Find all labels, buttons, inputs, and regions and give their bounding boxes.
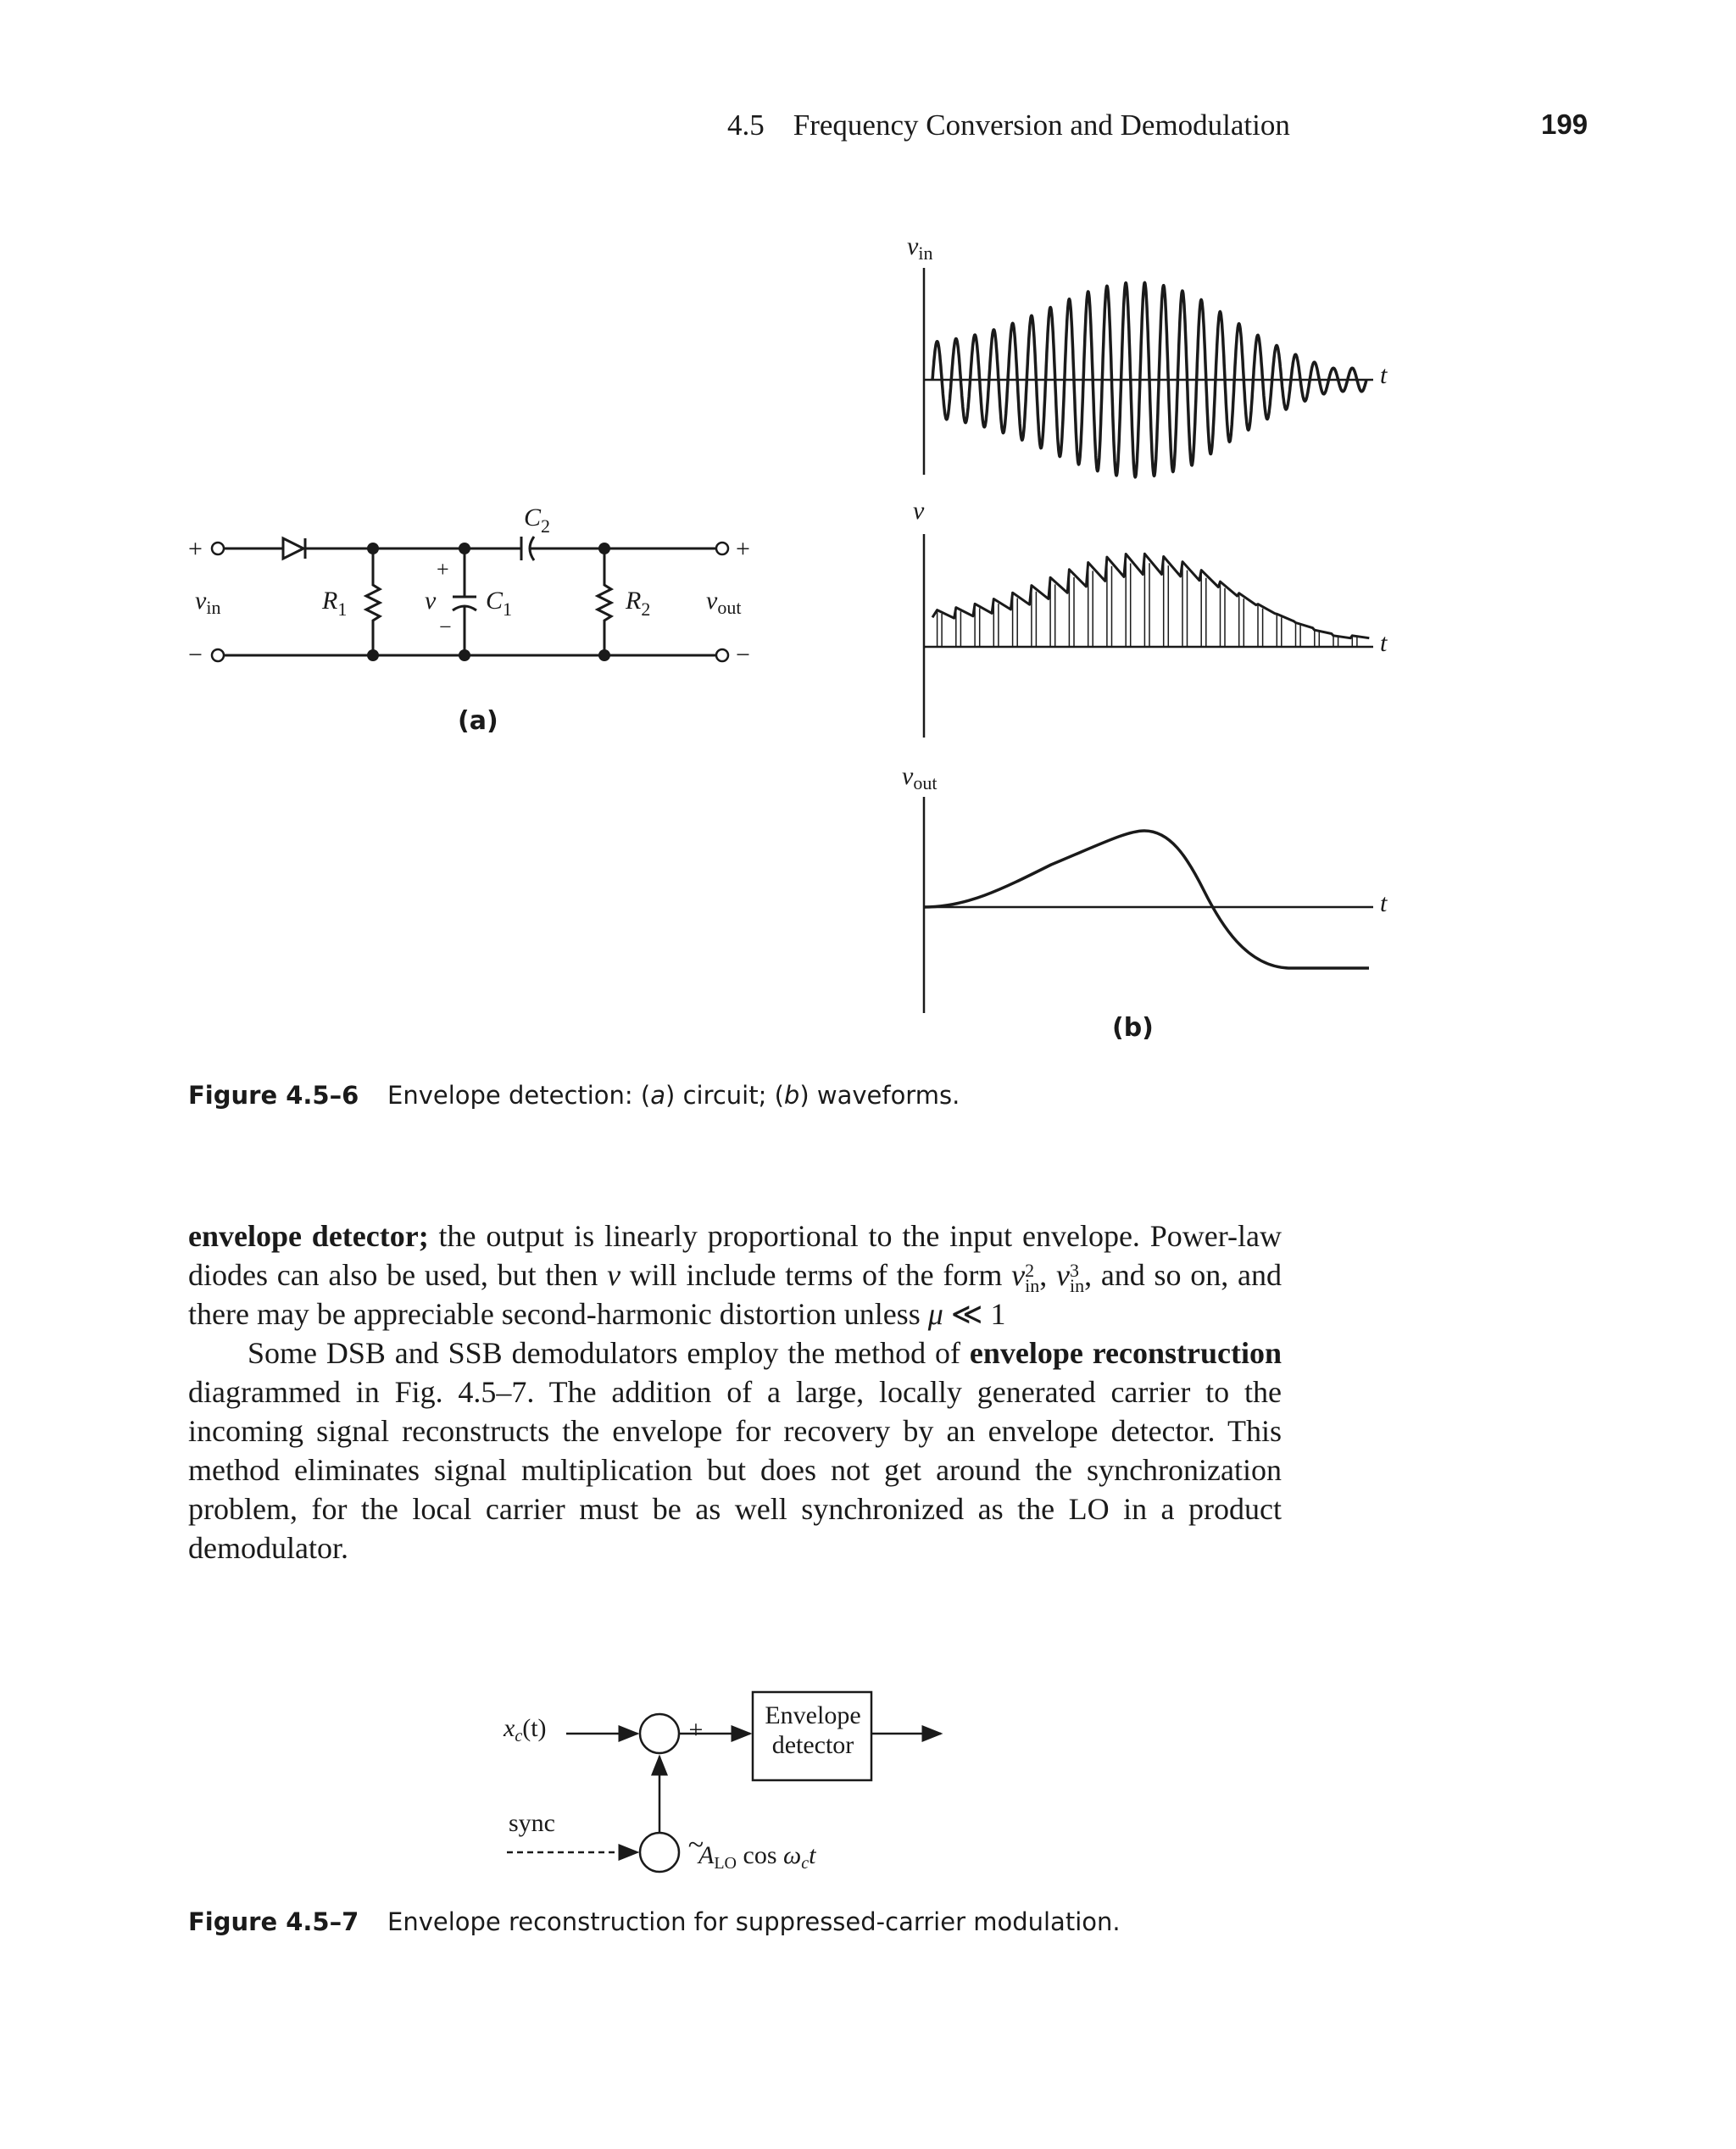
section-number: 4.5 bbox=[727, 109, 765, 142]
input-terminal-plus bbox=[212, 543, 224, 554]
diode-conduction-sticks bbox=[938, 554, 1357, 647]
modulated-input-waveform bbox=[932, 282, 1366, 477]
junction-dot bbox=[367, 543, 379, 554]
figure-6-number: Figure 4.5–6 bbox=[188, 1081, 359, 1110]
resistor-r1 bbox=[366, 548, 380, 655]
time-axis-label: t bbox=[1380, 629, 1388, 657]
envelope-box-line-1: Envelope bbox=[765, 1701, 861, 1729]
c1-label: $C_1$ bbox=[486, 587, 513, 620]
waveform-vout-label: $v_{out}$ bbox=[902, 762, 938, 793]
cap-minus-label: − bbox=[439, 615, 452, 639]
page-number: 199 bbox=[1541, 109, 1589, 140]
input-plus-label: + bbox=[188, 535, 203, 563]
figure-6-caption: Figure 4.5–6 Envelope detection: (a) circuit; (b) waveforms. bbox=[188, 1081, 960, 1110]
local-oscillator bbox=[640, 1833, 679, 1872]
panel-b-label: (b) bbox=[1112, 1013, 1154, 1043]
cap-plus-label: + bbox=[437, 557, 449, 582]
input-minus-label: − bbox=[188, 641, 203, 669]
output-plus-label: + bbox=[736, 535, 750, 563]
envelope-reconstruction-diagram bbox=[492, 1679, 966, 1882]
vout-label: $v_{out}$ bbox=[706, 587, 742, 618]
diode-symbol bbox=[283, 538, 303, 559]
junction-dot bbox=[598, 649, 610, 661]
output-terminal-plus bbox=[716, 543, 728, 554]
waveform-v-label: v bbox=[913, 497, 925, 525]
figure-7-number: Figure 4.5–7 bbox=[188, 1907, 359, 1936]
junction-dot bbox=[459, 649, 470, 661]
envelope-box-line-2: detector bbox=[771, 1731, 854, 1759]
summing-junction bbox=[640, 1714, 679, 1753]
sync-label: sync bbox=[509, 1809, 555, 1837]
input-signal-label: $x_c(t)$ bbox=[504, 1714, 547, 1745]
local-oscillator-label: $A_{LO}$ $\cos \omega_ct$ bbox=[698, 1841, 816, 1873]
output-minus-label: − bbox=[736, 641, 750, 669]
output-envelope-waveform bbox=[924, 831, 1369, 968]
junction-dot bbox=[459, 543, 470, 554]
input-terminal-minus bbox=[212, 649, 224, 661]
v-node-label: v bbox=[425, 587, 437, 615]
junction-dot bbox=[598, 543, 610, 554]
r1-label: $R_1$ bbox=[322, 587, 348, 620]
junction-dot bbox=[367, 649, 379, 661]
time-axis-label: t bbox=[1380, 361, 1388, 389]
c2-label: $C_2$ bbox=[524, 504, 551, 537]
waveform-vin-label: $v_{in}$ bbox=[907, 232, 933, 264]
oscillator-symbol: ~ bbox=[687, 1829, 704, 1861]
vin-label: $v_{in}$ bbox=[195, 587, 221, 618]
time-axis-label: t bbox=[1380, 889, 1388, 917]
running-header bbox=[727, 109, 1290, 142]
envelope-detector-circuit bbox=[178, 492, 780, 746]
body-text bbox=[188, 1216, 1282, 1567]
r2-label: $R_2$ bbox=[626, 587, 651, 620]
resistor-r2 bbox=[598, 548, 611, 655]
figure-7-caption: Figure 4.5–7 Envelope reconstruction for suppressed-carrier modulation. bbox=[188, 1907, 1121, 1936]
output-terminal-minus bbox=[716, 649, 728, 661]
section-title: Frequency Conversion and Demodulation bbox=[793, 109, 1290, 142]
paragraph-1: envelope detector; the output is linearly proportional to the input envelope. Power-law diodes can also be used, but then v will include terms of the form v2 in, v3 in, and so on, and there may be appreciable second-harmonic distortion unless μ ≪ 1 bbox=[188, 1219, 1282, 1331]
paragraph-2: Some DSB and SSB demodulators employ the method of envelope reconstruction diagrammed in Fig. 4.5–7. The addition of a large, locally generated carrier to the incoming signal reconstructs the envelope for recovery by an envelope detector. This method eliminates signal multiplication but does not get around the synchronization problem, for the local carrier must be as well synchronized as the LO in a product demodulator. bbox=[188, 1336, 1282, 1565]
summer-plus-sign: + bbox=[688, 1716, 704, 1744]
panel-a-label: (a) bbox=[458, 706, 498, 736]
envelope-waveforms bbox=[882, 220, 1441, 1060]
